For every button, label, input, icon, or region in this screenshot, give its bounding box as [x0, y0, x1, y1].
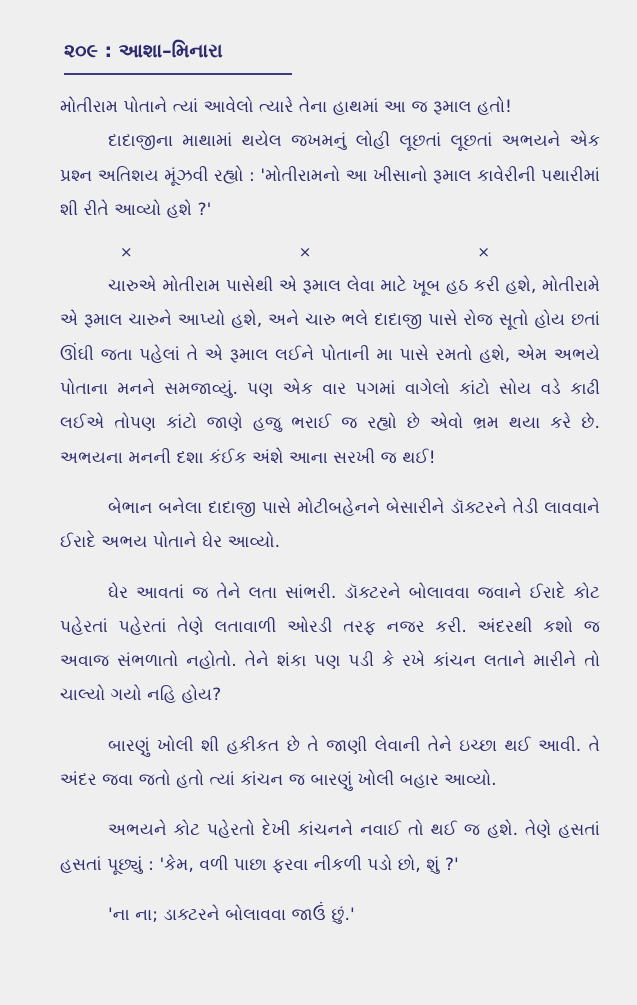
separator-mark: ×	[298, 243, 312, 262]
separator-mark: ×	[120, 243, 133, 262]
separator-mark: ×	[477, 243, 490, 262]
paragraph-8: 'ના ના; ડાક્ટરને બોલાવવા જાઉં છું.'	[108, 904, 355, 925]
header-underline	[64, 73, 292, 75]
paragraph-2: દાદાજીના માથામાં થયેલ જખમનું લોહી લૂછતાં લૂછતાં અભયને એક પ્રશ્ન અતિશય મૂંઝવી રહ્યો : 'મોતીરામનો આ ખીસાનો રૂમાલ કાવેરીની પથારીમાં શી રીતે આવ્યો હશે ?'	[60, 131, 600, 220]
section-separator	[60, 235, 600, 269]
paragraph-4: બેભાન બનેલા દાદાજી પાસે મોટીબહેનને બેસારીને ડૉક્ટરને તેડી લાવવાને ઈરાદે અભય પોતાને ઘેર આવ્યો.	[60, 497, 600, 553]
paragraph-6: બારણું ખોલી શી હકીકત છે તે જાણી લેવાની તેને ઇચ્છા થઈ આવી. તે અંદર જવા જતો હતો ત્યાં કાંચન જ બારણું ખોલી બહાર આવ્યો.	[60, 735, 601, 791]
paragraph-5: ઘેર આવતાં જ તેને લતા સાંભરી. ડૉક્ટરને બોલાવવા જવાને ઈરાદે કોટ પહેરતાં પહેરતાં તેણે લતાવાળી ઓરડી તરફ નજર કરી. અંદરથી કશો જ અવાજ સંભળાતો નહોતો. તેને શંકા પણ પડી કે રખે કાંચન લતાને મારીને તો ચાલ્યો ગયો નહિ હોય?	[60, 582, 600, 706]
page-body	[60, 90, 600, 932]
page-number: ૨૦૯	[64, 40, 98, 62]
paragraph-7: અભયને કોટ પહેરતો દેખી કાંચનને નવાઈ તો થઈ જ હશે. તેણે હસતાં હસતાં પૂછ્યું : 'કેમ, વળી પાછા ફરવા નીકળી પડો છો, શું ?'	[60, 820, 600, 875]
book-title: આશા–મિનારા	[118, 40, 223, 62]
paragraph-1: મોતીરામ પોતાને ત્યાં આવેલો ત્યારે તેના હાથમાં આ જ રૂમાલ હતો!	[60, 97, 512, 117]
paragraph-3: ચારુએ મોતીરામ પાસેથી એ રૂમાલ લેવા માટે ખૂબ હઠ કરી હશે, મોતીરામે એ રૂમાલ ચારુને આપ્યો હશે, અને ચારુ ભલે દાદાજી પાસે રોજ સૂતો હોય છતાં ઊંઘી જતા પહેલાં તે એ રૂમાલ લઈને પોતાની મા પાસે રમતો હશે, એમ અભયે પોતાના મનને સમજાવ્યું. પણ એક વાર પગમાં વાગેલો કાંટો સોય વડે કાઢી લઈએ તોપણ કાંટો જાણે હજુ ભરાઈ જ રહ્યો છે એવો ભ્રમ થયા કરે છે. અભયના મનની દશા કંઈક અંશે આના સરખી જ થઈ!	[60, 276, 600, 468]
header-separator: :	[104, 40, 113, 62]
running-header	[64, 40, 223, 62]
